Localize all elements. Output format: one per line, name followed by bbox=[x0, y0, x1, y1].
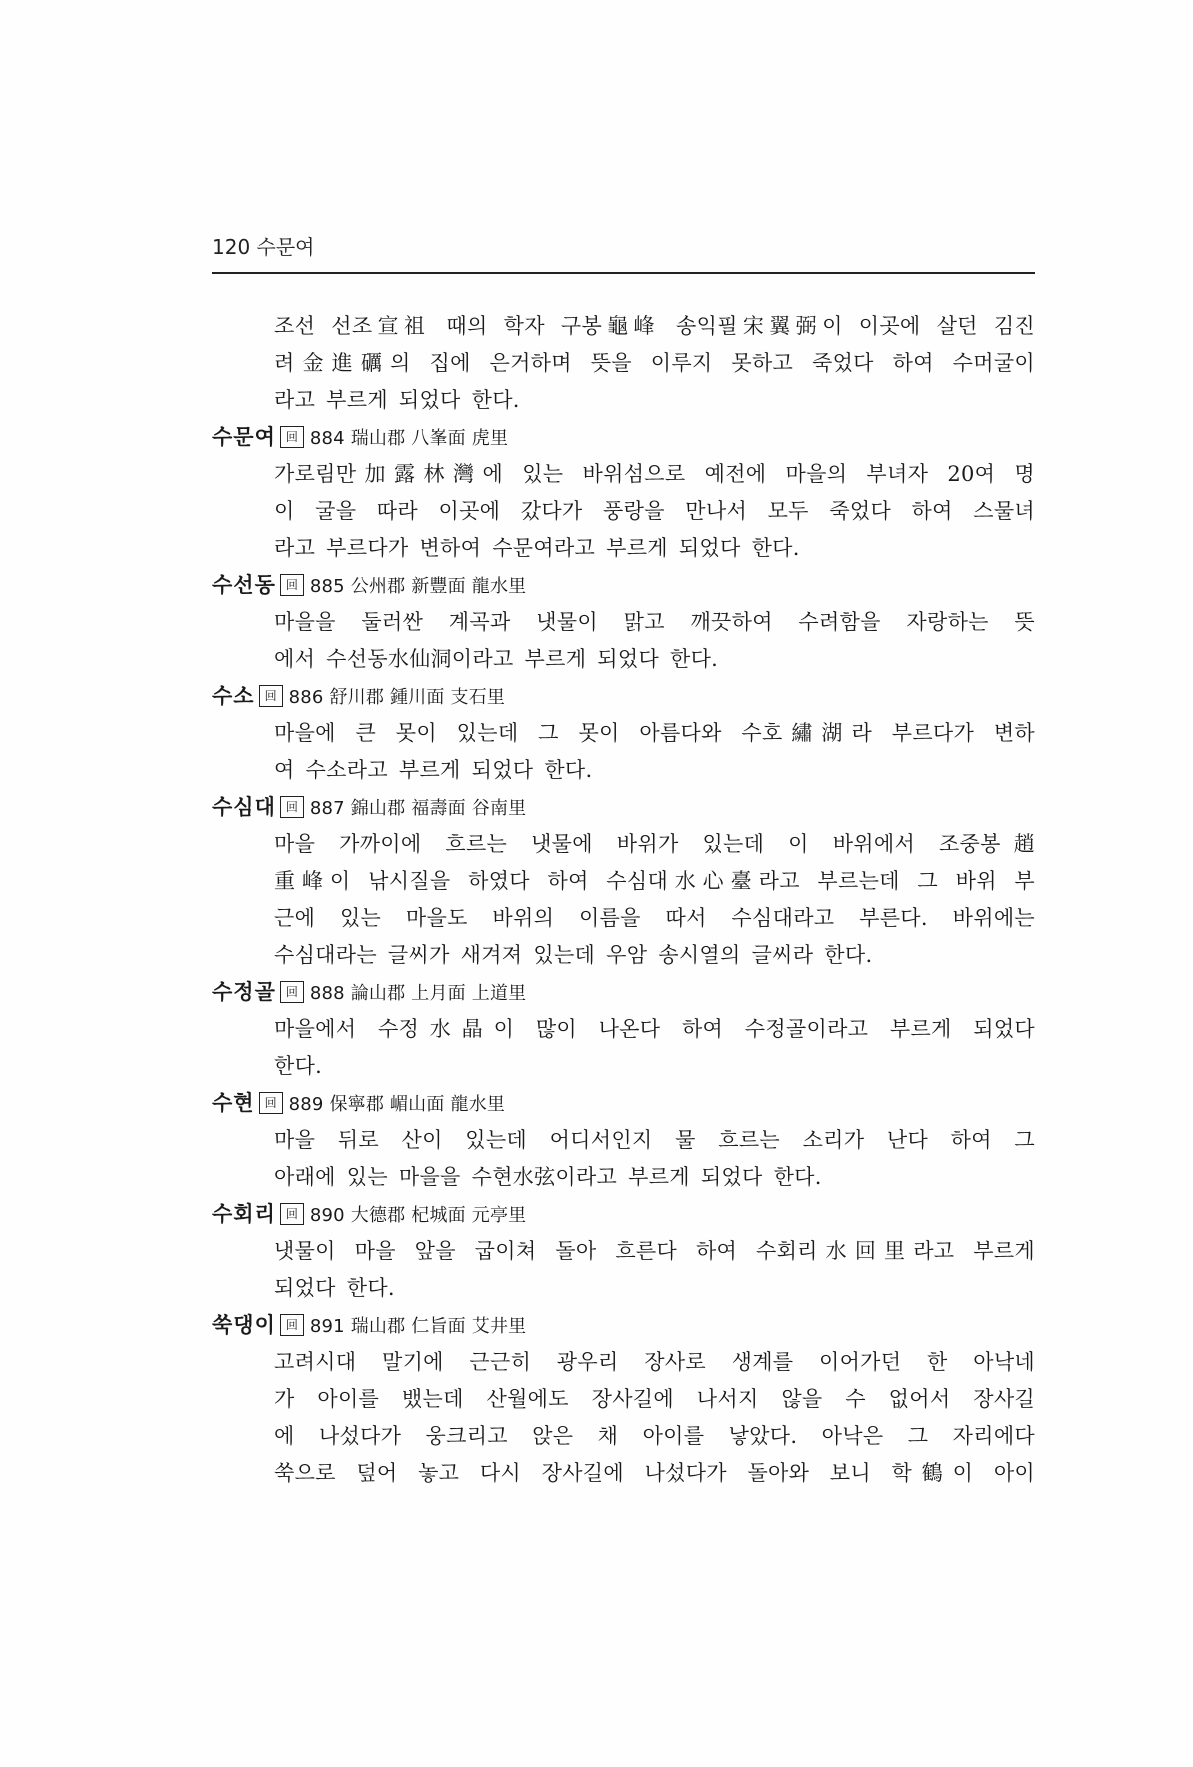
entry-heading bbox=[212, 678, 1035, 715]
entry-heading bbox=[212, 1196, 1035, 1233]
body-line: 여 수소라고 부르게 되었다 한다. bbox=[274, 758, 593, 782]
body-line: 에 나섰다가 웅크리고 앉은 채 아이를 낳았다. 아낙은 그 자리에다 bbox=[274, 1424, 1035, 1448]
entry-heading bbox=[212, 419, 1035, 456]
body-line: 아래에 있는 마을을 수현水弦이라고 부르게 되었다 한다. bbox=[274, 1165, 822, 1189]
entry bbox=[212, 1085, 1035, 1196]
body-line: 라고 부르다가 변하여 수문여라고 부르게 되었다 한다. bbox=[274, 536, 800, 560]
entry-title: 수선동 bbox=[212, 573, 276, 597]
entry bbox=[212, 974, 1035, 1085]
entry-mark: 回 bbox=[280, 1203, 304, 1225]
body-line: 마을을 둘러싼 계곡과 냇물이 맑고 깨끗하여 수려함을 자랑하는 뜻 bbox=[274, 610, 1035, 634]
entry-mark: 回 bbox=[280, 981, 304, 1003]
entry-mark: 回 bbox=[259, 685, 283, 707]
body-line: 냇물이 마을 앞을 굽이쳐 돌아 흐른다 하여 수회리水回里라고 부르게 bbox=[274, 1239, 1035, 1263]
body-line: 근에 있는 마을도 바위의 이름을 따서 수심대라고 부른다. 바위에는 bbox=[274, 906, 1035, 930]
entry bbox=[212, 678, 1035, 789]
entry-mark: 回 bbox=[280, 574, 304, 596]
body-line: 수심대라는 글씨가 새겨져 있는데 우암 송시열의 글씨라 한다. bbox=[274, 943, 873, 967]
body-line: 조선 선조宣祖 때의 학자 구봉龜峰 송익필宋翼弼이 이곳에 살던 김진 bbox=[274, 314, 1035, 338]
page-content bbox=[212, 308, 1035, 1492]
entry-title: 수현 bbox=[212, 1091, 255, 1115]
body-line: 에서 수선동水仙洞이라고 부르게 되었다 한다. bbox=[274, 647, 719, 671]
entry-title: 수심대 bbox=[212, 795, 276, 819]
body-line: 한다. bbox=[274, 1054, 323, 1078]
entry-mark: 回 bbox=[259, 1092, 283, 1114]
entry-heading bbox=[212, 1085, 1035, 1122]
body-line: 가로림만加露林灣에 있는 바위섬으로 예전에 마을의 부녀자 20여 명 bbox=[274, 462, 1035, 486]
entry bbox=[212, 419, 1035, 567]
entry-meta: 889 保寧郡 嵋山面 龍水里 bbox=[288, 1094, 506, 1115]
entry-heading bbox=[212, 974, 1035, 1011]
entry-title: 수소 bbox=[212, 684, 255, 708]
entry bbox=[212, 1307, 1035, 1492]
entry-meta: 885 公州郡 新豐面 龍水里 bbox=[309, 576, 527, 597]
entry-mark: 回 bbox=[280, 426, 304, 448]
entry-heading bbox=[212, 789, 1035, 826]
entry-mark: 回 bbox=[280, 1314, 304, 1336]
body-line: 重峰이 낚시질을 하였다 하여 수심대水心臺라고 부르는데 그 바위 부 bbox=[274, 869, 1035, 893]
entry-title: 수문여 bbox=[212, 425, 276, 449]
body-line: 가 아이를 뱄는데 산월에도 장사길에 나서지 않을 수 없어서 장사길 bbox=[274, 1387, 1035, 1411]
entry-meta: 884 瑞山郡 八峯面 虎里 bbox=[309, 428, 509, 449]
body-line: 고려시대 말기에 근근히 광우리 장사로 생계를 이어가던 한 아낙네 bbox=[274, 1350, 1035, 1374]
entry-meta: 888 論山郡 上月面 上道里 bbox=[309, 983, 527, 1004]
page-header: 120 수문여 bbox=[212, 232, 1035, 274]
body-line: 이 굴을 따라 이곳에 갔다가 풍랑을 만나서 모두 죽었다 하여 스물녀 bbox=[274, 499, 1035, 523]
body-line: 마을 뒤로 산이 있는데 어디서인지 물 흐르는 소리가 난다 하여 그 bbox=[274, 1128, 1035, 1152]
entry-meta: 887 錦山郡 福壽面 谷南里 bbox=[309, 798, 527, 819]
entry bbox=[212, 1196, 1035, 1307]
entry-heading bbox=[212, 1307, 1035, 1344]
entry-mark: 回 bbox=[280, 796, 304, 818]
entry-title: 수정골 bbox=[212, 980, 276, 1004]
entry bbox=[212, 567, 1035, 678]
entry-title: 쑥댕이 bbox=[212, 1313, 276, 1337]
body-line: 라고 부르게 되었다 한다. bbox=[274, 388, 520, 412]
body-line: 되었다 한다. bbox=[274, 1276, 395, 1300]
entry-meta: 890 大德郡 杞城面 元亭里 bbox=[309, 1205, 527, 1226]
intro-paragraph bbox=[212, 308, 1035, 419]
entry-meta: 886 舒川郡 鍾川面 支石里 bbox=[288, 687, 506, 708]
entry-title: 수회리 bbox=[212, 1202, 276, 1226]
entry-meta: 891 瑞山郡 仁旨面 艾井里 bbox=[309, 1316, 527, 1337]
body-line: 마을 가까이에 흐르는 냇물에 바위가 있는데 이 바위에서 조중봉趙 bbox=[274, 832, 1035, 856]
body-line: 쑥으로 덮어 놓고 다시 장사길에 나섰다가 돌아와 보니 학鶴이 아이 bbox=[274, 1461, 1035, 1485]
body-line: 려金進礪의 집에 은거하며 뜻을 이루지 못하고 죽었다 하여 수머굴이 bbox=[274, 351, 1035, 375]
entry-heading bbox=[212, 567, 1035, 604]
body-line: 마을에 큰 못이 있는데 그 못이 아름다와 수호繡湖라 부르다가 변하 bbox=[274, 721, 1035, 745]
body-line: 마을에서 수정水晶이 많이 나온다 하여 수정골이라고 부르게 되었다 bbox=[274, 1017, 1035, 1041]
entry bbox=[212, 789, 1035, 974]
